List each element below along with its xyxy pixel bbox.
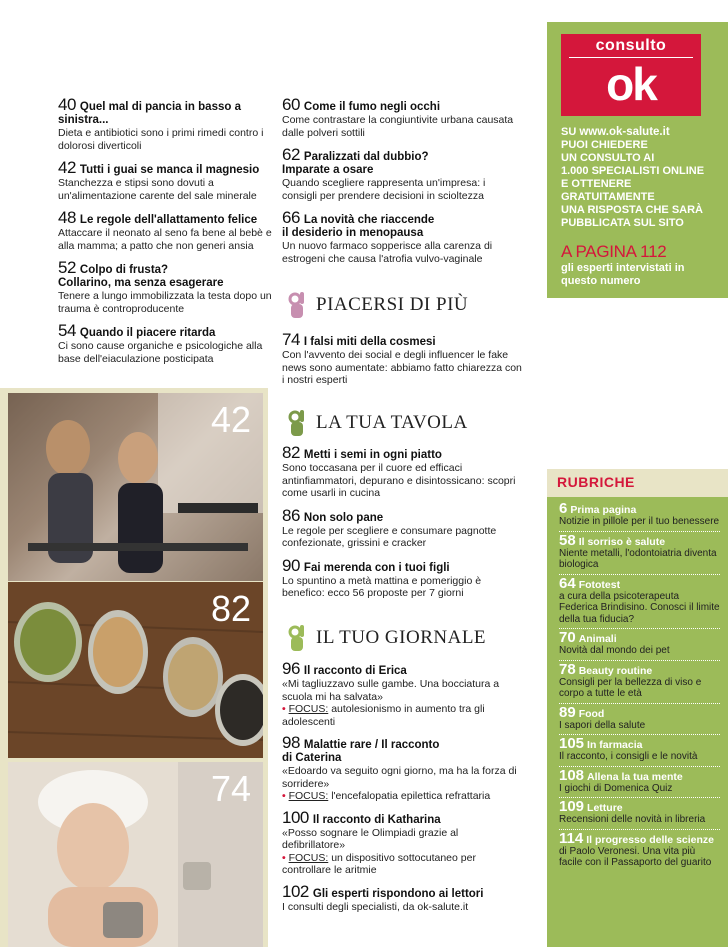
entry-title: Quando il piacere ritarda (79, 327, 216, 339)
divider (559, 660, 720, 661)
toc-entry-40[interactable] (58, 95, 278, 152)
consulto-box[interactable] (547, 22, 728, 298)
entry-desc: «Edoardo va seguito ogni giorno, ma ha la forza di sorridere» (282, 765, 517, 790)
page-number: 114 (559, 829, 584, 847)
rubrica-item[interactable] (559, 735, 720, 763)
rubrica-desc: Il racconto, i consigli e le novità (559, 751, 698, 762)
rubriche-box (547, 469, 728, 947)
entry-title: I falsi miti della cosmesi (303, 336, 436, 348)
entry-desc: Dieta e antibiotici sono i primi rimedi contro i dolorosi diverticoli (58, 127, 264, 152)
rubriche-list (547, 497, 728, 869)
section-tavola-list (282, 443, 522, 600)
rubrica-item[interactable] (559, 766, 720, 795)
rubrica-desc: di Paolo Veronesi. Una vita più facile con il Passaporto del guarito (559, 845, 712, 868)
divider (559, 531, 720, 532)
photo-page-number: 42 (210, 399, 251, 440)
page-number: 62 (282, 145, 300, 164)
rubrica-title: Il progresso delle scienze (586, 833, 715, 846)
consulto-label: consulto (595, 37, 667, 54)
focus-label: FOCUS: (288, 790, 329, 802)
page-number: 58 (559, 531, 576, 549)
focus-text: autolesionismo in aumento tra gli adolescenti (282, 703, 485, 728)
page-number: 105 (559, 735, 585, 752)
page-number: 86 (282, 505, 300, 525)
rubrica-item[interactable] (559, 798, 720, 826)
entry-title: Malattie rare / Il racconto (303, 739, 440, 751)
consulto-line: E OTTENERE GRATUITAMENTE (561, 178, 655, 203)
photo-page-number: 82 (210, 588, 251, 629)
entry-title: Fai merenda con i tuoi figli (303, 561, 450, 574)
entry-desc: Le regole per scegliere e consumare pagnotte confezionate, grissini e cracker (282, 524, 497, 549)
rubrica-item[interactable] (559, 703, 720, 732)
consulto-text (561, 126, 728, 230)
entry-title: Il racconto di Erica (303, 665, 407, 677)
page-number: 74 (282, 330, 300, 349)
rubrica-desc: I sapori della salute (559, 719, 646, 731)
consulto-line: UNA RISPOSTA CHE SARÀ (561, 204, 703, 216)
toc-entry-66[interactable] (282, 208, 522, 265)
page-number: 96 (282, 659, 300, 678)
section-title: IL TUO GIORNALE (316, 627, 487, 648)
rubrica-item[interactable] (559, 829, 720, 869)
rubrica-title: Animali (578, 633, 617, 645)
rubrica-desc: Recensioni delle novità in libreria (559, 814, 706, 825)
entry-subtitle: di Caterina (282, 752, 342, 764)
page-number: 78 (559, 660, 576, 678)
page-number: 64 (559, 574, 576, 592)
entry-desc: Sono toccasana per il cuore ed efficaci antinfiammatori, depurano e disintossicano: scopri come usarli in cucina (282, 462, 516, 499)
entry-title: Metti i semi in ogni piatto (303, 449, 442, 461)
page-number: 48 (58, 208, 76, 227)
entry-desc: «Posso sognare le Olimpiadi grazie al defibrillatore» (282, 826, 459, 851)
entry-title: Non solo pane (303, 511, 384, 524)
rubrica-title: Beauty routine (578, 664, 653, 677)
rubrica-title: Food (578, 707, 605, 720)
rubrica-title: In farmacia (587, 739, 643, 751)
rubrica-item[interactable] (559, 629, 720, 657)
entry-desc: I consulti degli specialisti, da ok-salute.it (282, 900, 469, 913)
photo-seeds[interactable] (8, 582, 263, 758)
consulto-url[interactable]: www.ok-salute.it (579, 126, 670, 138)
ok-hand-icon (286, 408, 308, 438)
consulto-page[interactable]: A PAGINA 112 (561, 242, 667, 261)
section-header-giornale (286, 623, 486, 653)
entry-title: Quel mal di pancia in basso a sinistra... (58, 101, 241, 126)
rubrica-title: Prima pagina (570, 504, 637, 516)
rubrica-desc: Novità dal mondo dei pet (559, 645, 670, 656)
rubrica-desc: Notizie in pillole per il tuo benessere (559, 516, 720, 527)
entry-desc: Quando scegliere rappresenta un'impresa: i consigli per prendere decisioni in scioltezza (282, 177, 486, 202)
entry-desc: «Mi tagliuzzavo sulle gambe. Una bocciatura a scuola mi ha salvata» (282, 678, 500, 703)
entry-desc: Tenere a lungo immobilizzata la testa dopo un trauma è controproducente (58, 290, 272, 315)
rubrica-title: Il sorriso è salute (578, 535, 666, 548)
section-header-piacersi (286, 290, 468, 320)
divider (559, 829, 720, 830)
toc-entry-62[interactable] (282, 145, 522, 202)
entry-desc: Stanchezza e stipsi sono dovuti a un'alimentazione carente del sale minerale (58, 177, 257, 202)
focus-label: FOCUS: (288, 703, 329, 715)
entry-desc: Attaccare il neonato al seno fa bene al bebè e alla mamma; a patto che non generi ansia (58, 227, 272, 252)
ok-hand-icon (286, 290, 308, 320)
rubriche-header (547, 469, 728, 497)
photo-cosmetics[interactable] (8, 762, 263, 947)
page-number: 98 (282, 733, 300, 752)
toc-entry-54[interactable] (58, 321, 278, 365)
entry-title: La novità che riaccende (303, 214, 435, 226)
page-number: 70 (559, 629, 576, 646)
entry-desc: Ci sono cause organiche e psicologiche alla base dell'eiaculazione posticipata (58, 340, 263, 365)
ok-logo: ok (606, 58, 656, 110)
photo-page-number: 74 (210, 768, 251, 809)
toc-entry-100[interactable] (282, 807, 522, 877)
entry-desc: Come contrastare la congiuntivite urbana causata dalle polveri sottili (282, 114, 514, 139)
page-number: 60 (282, 95, 300, 114)
divider (559, 574, 720, 575)
rubrica-item[interactable] (559, 660, 720, 700)
focus-text: un dispositivo sottocutaneo per controllare le aritmie (282, 851, 476, 876)
section-header-tavola (286, 408, 468, 438)
rubrica-item[interactable] (559, 531, 720, 571)
middle-column (282, 95, 522, 265)
page-number: 66 (282, 208, 300, 227)
consulto-line: 1.000 SPECIALISTI ONLINE (561, 165, 705, 177)
toc-entry-102[interactable] (282, 881, 522, 914)
page-number: 54 (58, 321, 76, 340)
entry-title: Le regole dell'allattamento felice (79, 214, 258, 226)
page-number: 40 (58, 95, 76, 114)
consulto-su: SU (561, 126, 580, 138)
page-number: 109 (559, 798, 585, 815)
toc-entry-90[interactable] (282, 555, 522, 600)
page-number: 100 (282, 807, 309, 827)
section-title: LA TUA TAVOLA (316, 412, 468, 433)
toc-entry-74[interactable] (282, 330, 522, 387)
section-giornale-list (282, 659, 522, 913)
toc-entry-48[interactable] (58, 208, 278, 252)
entry-desc: Un nuovo farmaco sopperisce alla carenza di estrogeni che causa l'atrofia vulvo-vaginale (282, 240, 493, 265)
rubrica-title: Fototest (578, 578, 621, 591)
consulto-line: PUBBLICATA SUL SITO (561, 217, 684, 229)
rubrica-desc: Consigli per la bellezza di viso e corpo a tutte le età (559, 676, 702, 699)
consulto-line: PUOI CHIEDERE (561, 139, 648, 151)
entry-subtitle: il desiderio in menopausa (282, 227, 424, 239)
rubrica-title: Allena la tua mente (587, 770, 683, 783)
consulto-sub: gli esperti intervistati in questo numero (561, 262, 685, 287)
rubrica-desc: I giochi di Domenica Quiz (559, 782, 673, 794)
page-number: 6 (559, 500, 568, 517)
entry-desc: Con l'avvento dei social e degli influencer le fake news sono aumentate: abbiamo fatto chiarezza con i nostri esperti (282, 349, 522, 386)
entry-subtitle: Collarino, ma senza esagerare (58, 277, 224, 289)
rubrica-desc: a cura della psicoterapeuta Federica Brindisino. Conosci il limite della tua fiducia? (559, 590, 720, 625)
section-title: PIACERSI DI PIÙ (316, 294, 469, 315)
focus-text: l'encefalopatia epilettica refrattaria (331, 790, 491, 802)
page-number: 102 (282, 881, 309, 901)
toc-entry-96[interactable] (282, 659, 522, 728)
page-number: 82 (282, 443, 300, 462)
entry-title: Gli esperti rispondono ai lettori (312, 887, 484, 900)
rubrica-item[interactable] (559, 574, 720, 626)
rubrica-title: Letture (587, 802, 623, 814)
toc-entry-52[interactable] (58, 258, 278, 315)
divider (559, 628, 720, 629)
entry-title: Colpo di frusta? (79, 264, 169, 276)
ok-hand-icon (286, 623, 308, 653)
entry-title: Tutti i guai se manca il magnesio (79, 164, 260, 176)
page-number: 42 (58, 158, 76, 177)
bullet-icon: • (282, 703, 289, 715)
toc-entry-86[interactable] (282, 505, 522, 550)
toc-entry-42[interactable] (58, 158, 278, 202)
entry-desc: Lo spuntino a metà mattina e pomeriggio è benefico: ecco 56 proposte per 7 giorni (282, 574, 482, 599)
rubrica-item[interactable] (559, 500, 720, 528)
left-column (58, 95, 278, 365)
toc-entry-98[interactable] (282, 733, 522, 803)
toc-entry-60[interactable] (282, 95, 522, 139)
focus-label: FOCUS: (288, 851, 329, 864)
page-number: 90 (282, 555, 300, 575)
section-piacersi-list (282, 330, 522, 387)
photo-gym[interactable] (8, 393, 263, 581)
rubriche-title: RUBRICHE (557, 474, 635, 490)
entry-subtitle: Imparate a osare (282, 164, 374, 176)
page-number: 108 (559, 766, 585, 784)
rubrica-desc: Niente metalli, l'odontoiatria diventa biologica (559, 547, 717, 570)
page-number: 52 (58, 258, 76, 277)
bullet-icon: • (282, 851, 289, 864)
divider (559, 703, 720, 704)
entry-title: Il racconto di Katharina (312, 813, 441, 826)
bullet-icon: • (282, 790, 289, 802)
toc-entry-82[interactable] (282, 443, 522, 500)
entry-title: Come il fumo negli occhi (303, 101, 441, 113)
page-number: 89 (559, 703, 576, 721)
consulto-logo (561, 34, 701, 116)
entry-title: Paralizzati dal dubbio? (303, 151, 429, 163)
consulto-line: UN CONSULTO AI (561, 152, 655, 164)
